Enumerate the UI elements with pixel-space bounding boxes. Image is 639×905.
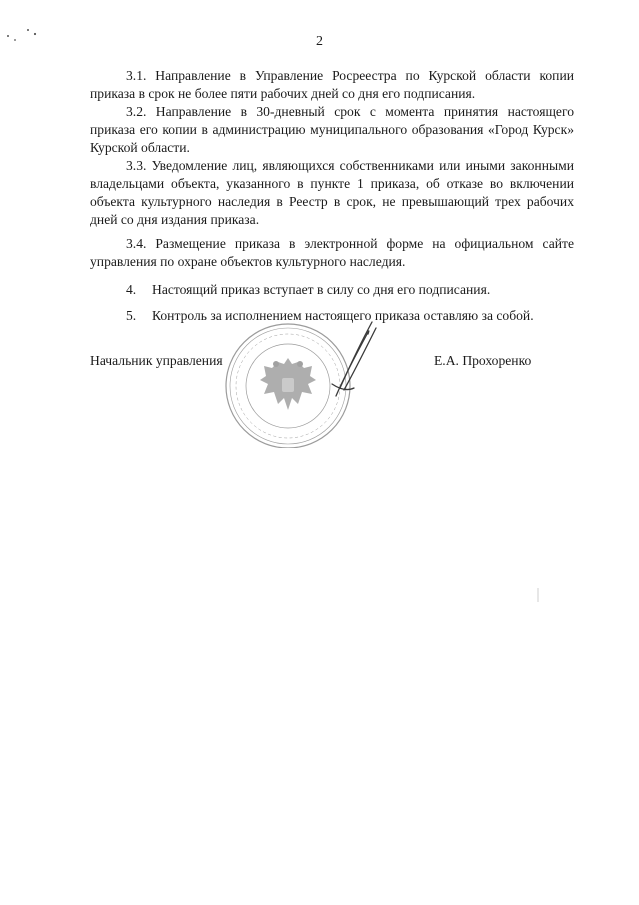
signature-stroke: [332, 322, 376, 396]
page-number: 2: [316, 34, 323, 49]
scan-artifact-mark: [536, 588, 540, 602]
numbered-item-4: [90, 281, 574, 299]
item-text: Настоящий приказ вступает в силу со дня его подписания.: [152, 282, 491, 297]
item-number: 4.: [126, 282, 137, 297]
paragraph-3-3: 3.3. Уведомление лиц, являющихся собственниками или иными законными владельцами объекта, указанного в пункте 1 приказа, об отказе во включении объекта культурного наследия в Реестр в срок, не превышающий трех рабочих дней со дня издания приказа.: [90, 158, 574, 227]
paragraph-3-4: 3.4. Размещение приказа в электронной форме на официальном сайте управления по охране объектов культурного наследия.: [90, 236, 574, 269]
signatory-position: Начальник управления: [90, 353, 223, 368]
coat-of-arms-icon: [260, 358, 316, 410]
signatory-name: Е.А. Прохоренко: [434, 353, 532, 368]
item-number: 5.: [126, 308, 137, 323]
paragraph-3-1: 3.1. Направление в Управление Росреестра по Курской области копии приказа в срок не более пяти рабочих дней со дня его подписания.: [90, 68, 574, 101]
item-text: Контроль за исполнением настоящего приказа оставляю за собой.: [152, 308, 534, 323]
official-seal: [220, 318, 380, 448]
document-body: [90, 67, 574, 325]
paragraph-3-2: 3.2. Направление в 30-дневный срок с момента принятия настоящего приказа его копии в администрацию муниципального образования «Город Курск» Курской области.: [90, 104, 574, 155]
